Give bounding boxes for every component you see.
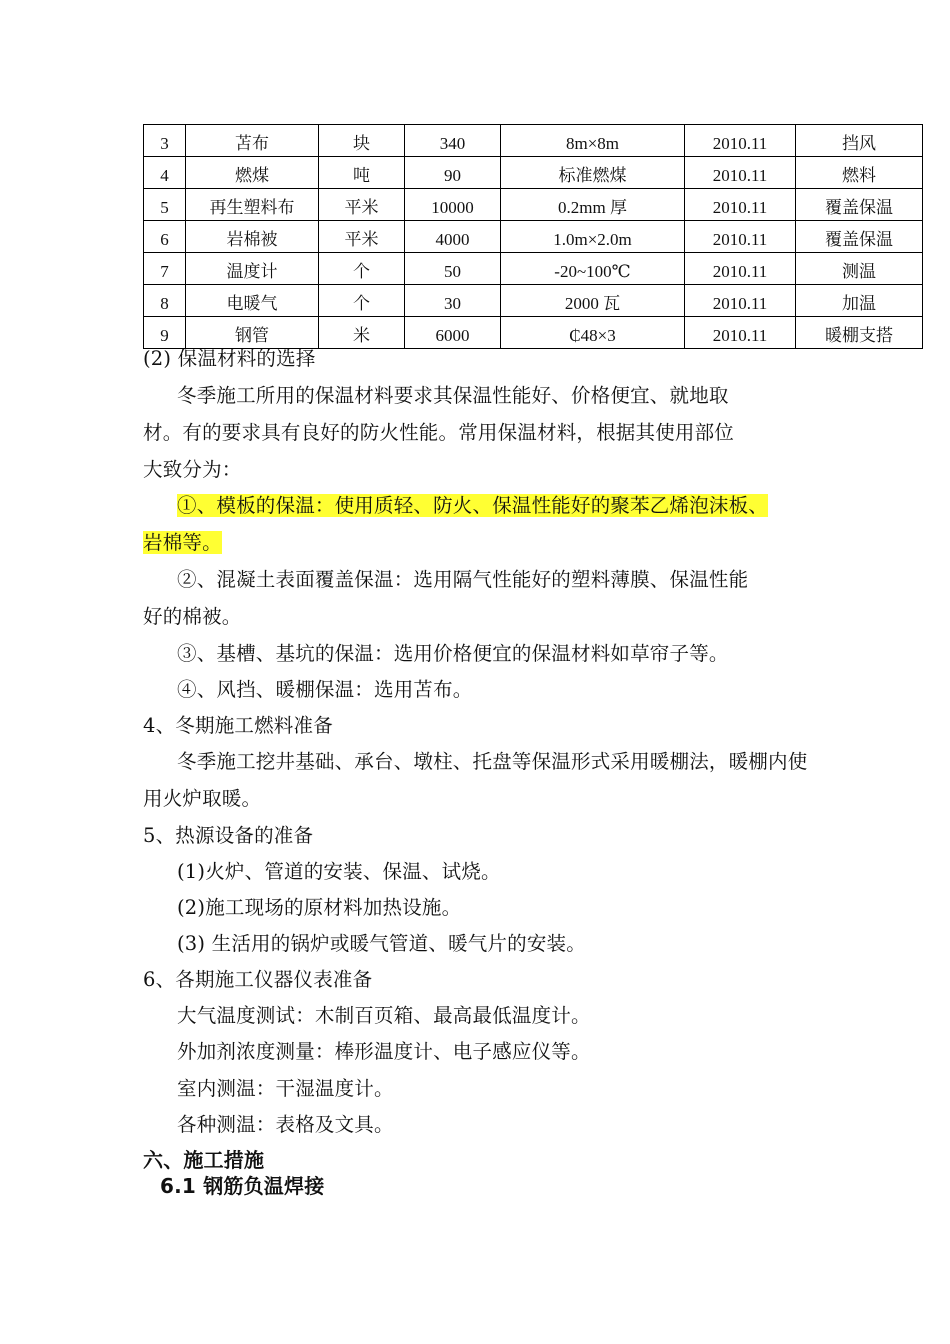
cell-date: 2010.11 [685,253,796,285]
table-row [144,221,923,253]
section-title: 6、各期施工仪器仪表准备 [143,968,373,991]
cell-unit: 个 [319,285,405,317]
cell-name: 燃煤 [186,157,319,189]
cell-date: 2010.11 [685,285,796,317]
subsection-title-bold: 6.1 钢筋负温焊接 [160,1174,325,1198]
cell-qty: 6000 [405,317,501,349]
cell-spec: ₵48×3 [501,317,685,349]
cell-no: 9 [144,317,186,349]
cell-qty: 90 [405,157,501,189]
list-item: ②、混凝土表面覆盖保温：选用隔气性能好的塑料薄膜、保温性能 [177,568,749,591]
list-item: 大气温度测试：木制百页箱、最高最低温度计。 [177,1004,591,1027]
table-row [144,253,923,285]
cell-name: 钢管 [186,317,319,349]
highlighted-text: ①、模板的保温：使用质轻、防火、保温性能好的聚苯乙烯泡沫板、 [177,494,769,517]
cell-name: 再生塑料布 [186,189,319,221]
cell-name: 温度计 [186,253,319,285]
table-row [144,285,923,317]
cell-spec: 8m×8m [501,125,685,157]
highlighted-text: 岩棉等。 [143,531,222,554]
materials-table [143,124,923,349]
cell-spec: 标准燃煤 [501,157,685,189]
cell-qty: 10000 [405,189,501,221]
cell-use: 测温 [796,253,923,285]
cell-spec: -20~100℃ [501,253,685,285]
cell-no: 3 [144,125,186,157]
cell-no: 7 [144,253,186,285]
table-row [144,157,923,189]
cell-unit: 个 [319,253,405,285]
cell-date: 2010.11 [685,189,796,221]
cell-name: 电暖气 [186,285,319,317]
cell-qty: 4000 [405,221,501,253]
cell-unit: 块 [319,125,405,157]
paragraph-line: 大致分为： [143,458,242,481]
list-item-highlighted [143,529,222,557]
cell-unit: 平米 [319,189,405,221]
paragraph-line: 冬季施工挖井基础、承台、墩柱、托盘等保温形式采用暖棚法，暖棚内使 [177,750,808,773]
cell-no: 8 [144,285,186,317]
cell-no: 4 [144,157,186,189]
cell-qty: 340 [405,125,501,157]
cell-qty: 30 [405,285,501,317]
list-item: (2)施工现场的原材料加热设施。 [177,896,462,919]
cell-spec: 2000 瓦 [501,285,685,317]
cell-qty: 50 [405,253,501,285]
cell-no: 6 [144,221,186,253]
list-item: (3) 生活用的锅炉或暖气管道、暖气片的安装。 [177,932,586,955]
cell-name: 苫布 [186,125,319,157]
cell-use: 挡风 [796,125,923,157]
section-title: 4、冬期施工燃料准备 [143,714,333,737]
cell-name: 岩棉被 [186,221,319,253]
list-item: (1)火炉、管道的安装、保温、试烧。 [177,860,501,883]
cell-spec: 1.0m×2.0m [501,221,685,253]
cell-spec: 0.2mm 厚 [501,189,685,221]
list-item: 各种测温：表格及文具。 [177,1113,394,1136]
cell-unit: 平米 [319,221,405,253]
list-item: 室内测温：干湿温度计。 [177,1077,394,1100]
table-row [144,189,923,221]
cell-date: 2010.11 [685,317,796,349]
cell-use: 加温 [796,285,923,317]
cell-use: 燃料 [796,157,923,189]
chapter-title: 六、施工措施 [143,1148,265,1172]
list-item: ④、风挡、暖棚保温：选用苫布。 [177,678,473,701]
cell-use: 暖棚支搭 [796,317,923,349]
subsection-title: (2) 保温材料的选择 [143,347,316,370]
cell-unit: 吨 [319,157,405,189]
paragraph-line: 冬季施工所用的保温材料要求其保温性能好、价格便宜、就地取 [177,384,729,407]
list-item-highlighted [177,492,768,520]
cell-use: 覆盖保温 [796,189,923,221]
list-item: 外加剂浓度测量：棒形温度计、电子感应仪等。 [177,1040,591,1063]
paragraph-line: 用火炉取暖。 [143,787,262,810]
cell-unit: 米 [319,317,405,349]
list-item: ③、基槽、基坑的保温：选用价格便宜的保温材料如草帘子等。 [177,642,729,665]
paragraph-line: 材。有的要求具有良好的防火性能。常用保温材料，根据其使用部位 [143,421,735,444]
cell-use: 覆盖保温 [796,221,923,253]
section-title: 5、热源设备的准备 [143,824,314,847]
list-item: 好的棉被。 [143,605,242,628]
cell-no: 5 [144,189,186,221]
cell-date: 2010.11 [685,221,796,253]
cell-date: 2010.11 [685,157,796,189]
table-row [144,317,923,349]
table-row [144,125,923,157]
cell-date: 2010.11 [685,125,796,157]
